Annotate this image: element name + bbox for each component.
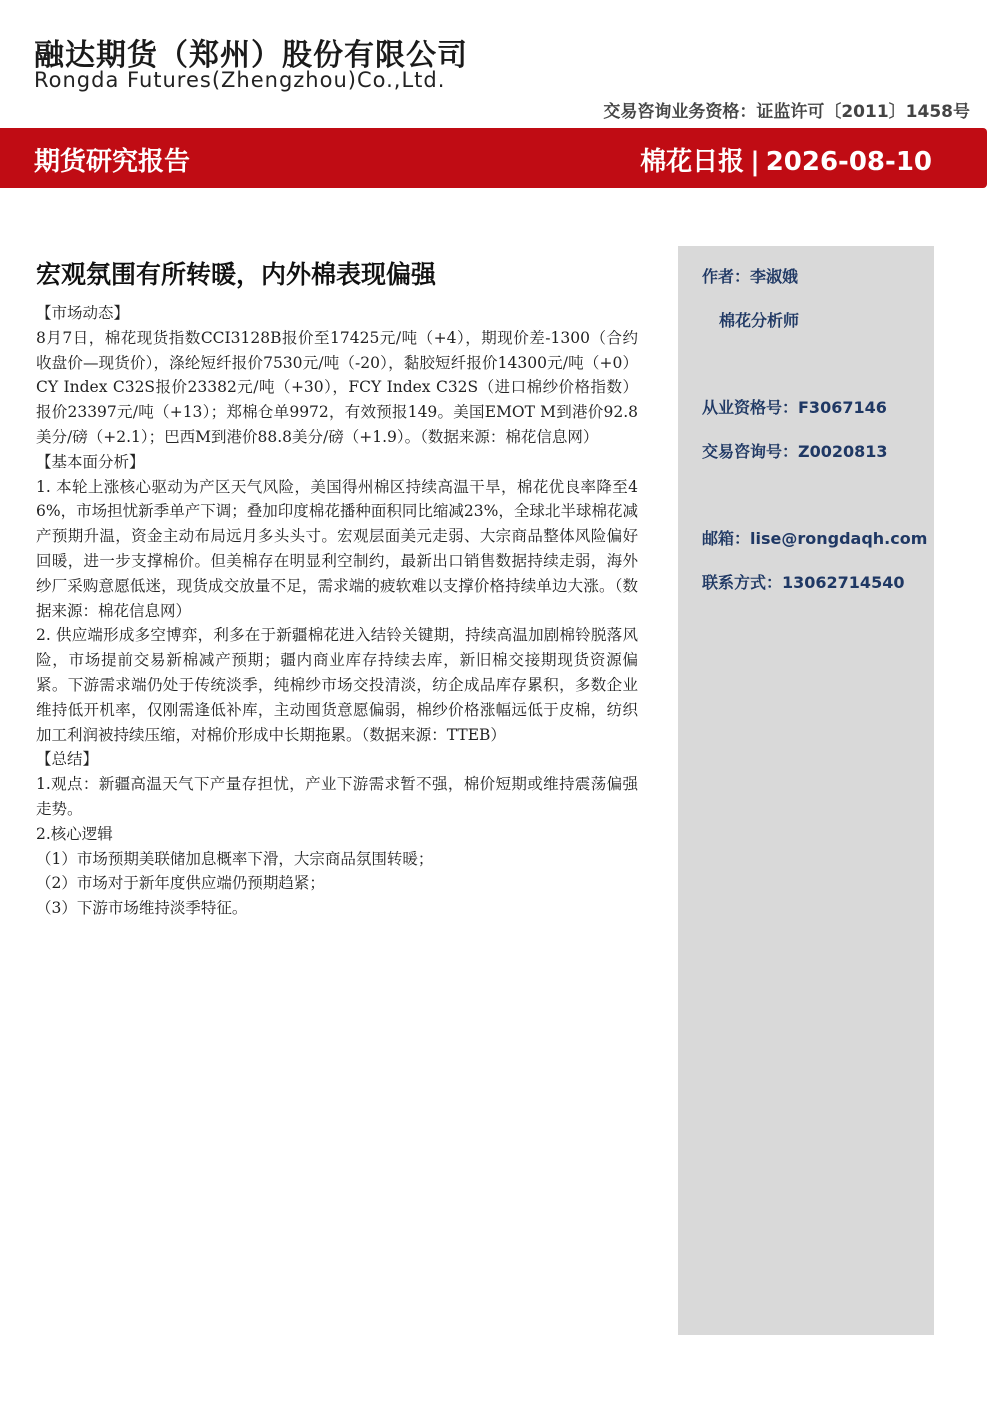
article-headline: 宏观氛围有所转暖，内外棉表现偏强	[36, 260, 437, 289]
market-paragraph: 8月7日，棉花现货指数CCI3128B报价至17425元/吨（+4），期现价差-1300（合约收盘价—现货价），涤纶短纤报价7530元/吨（-20），黏胶短纤报价14300元/吨（+0）CY Index C32S报价23382元/吨（+30），FCY Index C32S（进口棉纱价格指数）报价23397元/吨（+13）；郑棉仓单9972，有效预报149。美国EMOT M到港价92.8美分/磅（+2.1）；巴西M到港价88.8美分/磅（+1.9）。（数据来源：棉花信息网）	[36, 328, 638, 446]
phone-number: 联系方式：13062714540	[702, 573, 905, 592]
report-type: 期货研究报告	[34, 147, 191, 177]
title-separator: |	[750, 147, 760, 177]
section-fundamental-tag: 【基本面分析】	[36, 452, 145, 471]
article-body	[36, 255, 638, 921]
author-role: 棉花分析师	[719, 311, 800, 330]
fundamental-paragraph-2: 2. 供应端形成多空博弈，利多在于新疆棉花进入结铃关键期，持续高温加剧棉铃脱落风险，市场提前交易新棉减产预期；疆内商业库存持续去库，新旧棉交接期现货资源偏紧。下游需求端仍处于传统淡季，纯棉纱市场交投清淡，纺企成品库存累积，多数企业维持低开机率，仅刚需逢低补库，主动囤货意愿偏弱，棉纱价格涨幅远低于皮棉，纺织加工利润被持续压缩，对棉价形成中长期拖累。（数据来源：TTEB）	[36, 626, 638, 744]
cert-number: 从业资格号：F3067146	[702, 398, 887, 417]
summary-view: 1.观点：新疆高温天气下产量存担忧，产业下游需求暂不强，棉价短期或维持震荡偏强走势。	[36, 775, 638, 818]
logic-item-2: （2）市场对于新年度供应端仍预期趋紧；	[36, 874, 325, 893]
email-address[interactable]: 邮箱：lise@rongdaqh.com	[702, 529, 928, 548]
logic-item-1: （1）市场预期美联储加息概率下滑，大宗商品氛围转暖；	[36, 849, 434, 868]
summary-logic-heading: 2.核心逻辑	[36, 824, 113, 843]
license-info: 交易咨询业务资格：证监许可〔2011〕1458号	[603, 102, 970, 122]
report-banner	[0, 128, 987, 188]
report-title-date	[640, 141, 932, 178]
consult-number: 交易咨询号：Z0020813	[702, 442, 888, 461]
report-date: 2026-08-10	[765, 147, 932, 177]
author-sidebar	[678, 246, 934, 1335]
section-summary-tag: 【总结】	[36, 750, 99, 769]
company-name-cn: 融达期货（郑州）股份有限公司	[34, 38, 468, 73]
company-name-en: Rongda Futures(Zhengzhou)Co.,Ltd.	[34, 68, 446, 92]
fundamental-paragraph-1: 1. 本轮上涨核心驱动为产区天气风险，美国得州棉区持续高温干旱，棉花优良率降至46%，市场担忧新季单产下调；叠加印度棉花播种面积同比缩减23%，全球北半球棉花减产预期升温，资金主动布局远月多头头寸。宏观层面美元走弱、大宗商品整体风险偏好回暖，进一步支撑棉价。但美棉存在明显利空制约，最新出口销售数据持续走弱，海外纱厂采购意愿低迷，现货成交放量不足，需求端的疲软难以支撑价格持续单边大涨。（数据来源：棉花信息网）	[36, 477, 638, 620]
logic-item-3: （3）下游市场维持淡季特征。	[36, 899, 248, 918]
report-title: 棉花日报	[640, 147, 745, 177]
section-market-tag: 【市场动态】	[36, 304, 130, 322]
author-name: 作者：李淑娥	[702, 267, 799, 286]
